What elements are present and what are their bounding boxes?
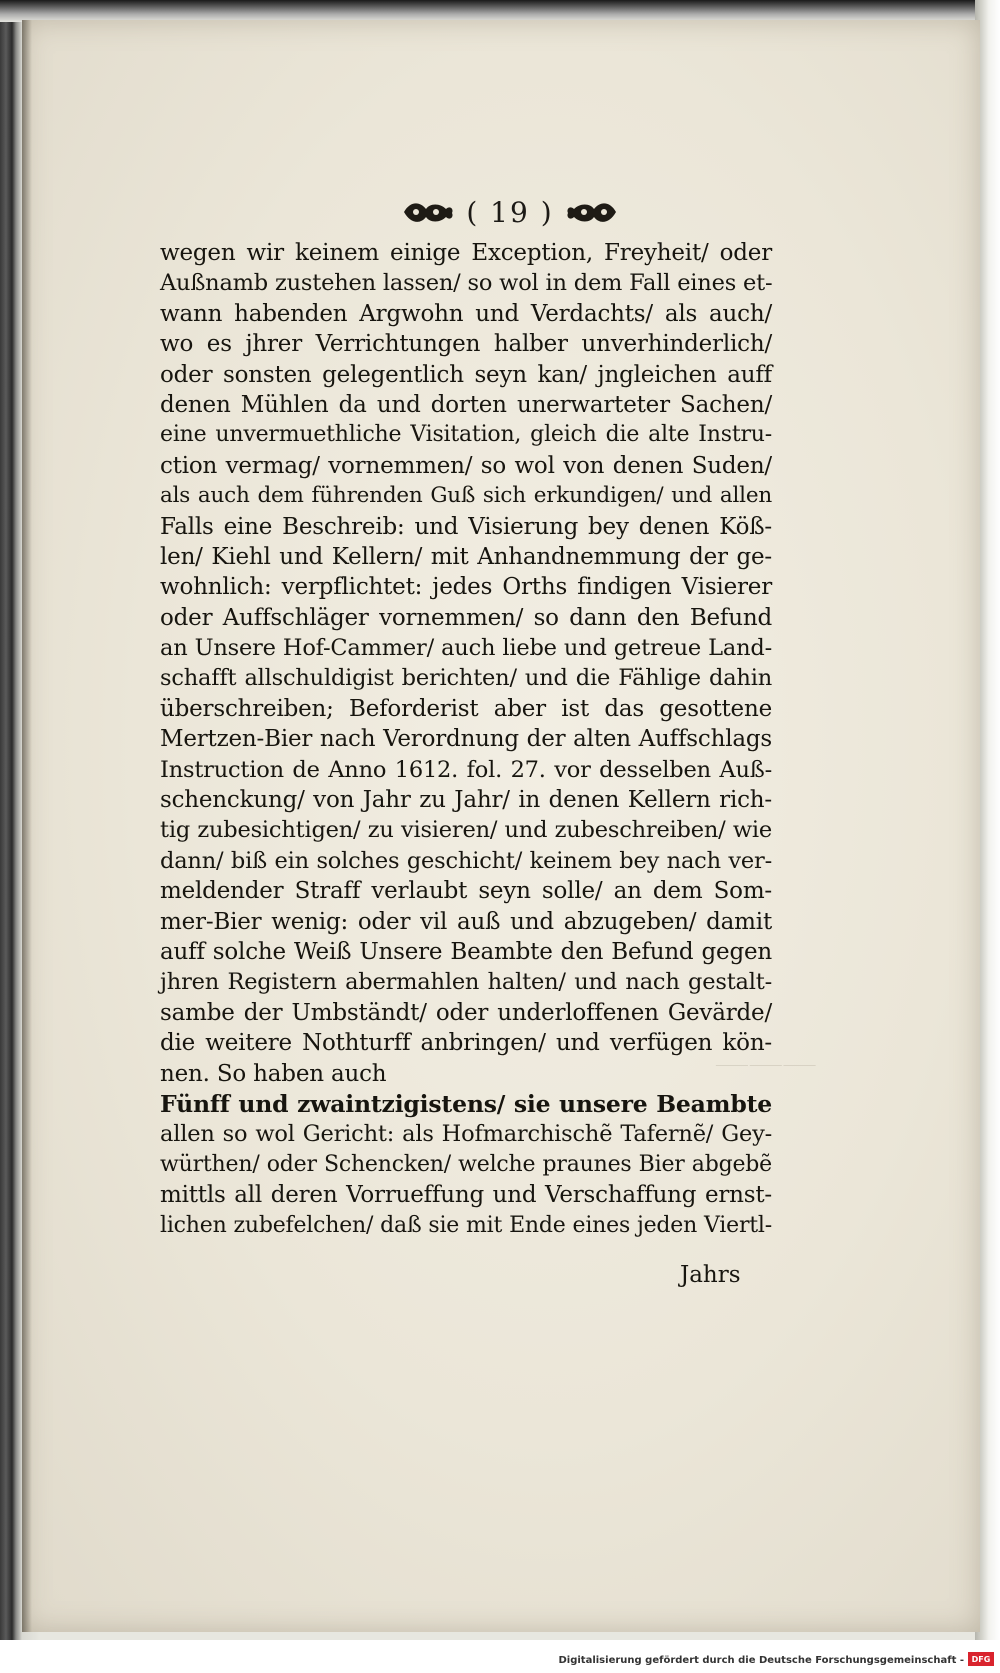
text-line: denen Mühlen da und dorten unerwarteter Sachen/	[160, 391, 772, 418]
text-line: Außnamb zustehen lassen/ so wol in dem Fall eines et-	[160, 270, 773, 297]
page-header	[350, 190, 670, 234]
text-line: tig zubesichtigen/ zu visieren/ und zubeschreiben/ wie	[160, 817, 772, 844]
text-line: wo es jhrer Verrichtungen halber unverhinderlich/	[160, 331, 772, 358]
right-ornament-icon	[564, 197, 620, 227]
text-line: ction vermag/ vornemmen/ so wol von denen Suden/	[160, 452, 772, 479]
text-line: wohnlich: verpflichtet: jedes Orths findigen Visierer	[160, 574, 772, 601]
text-line: eine unvermuethliche Visitation, gleich die alte Instru-	[160, 422, 772, 448]
scan-top-edge	[0, 0, 1000, 22]
text-line: sambe der Umbständt/ oder underloffenen Gevärde/	[160, 999, 772, 1026]
text-line: meldender Straff verlaubt seyn solle/ an dem Som-	[160, 878, 772, 905]
text-line: Mertzen-Bier nach Verordnung der alten Auffschlags	[160, 726, 772, 753]
text-line: mer-Bier wenig: oder vil auß und abzugeben/ damit	[160, 908, 772, 935]
bleed-through-text: ⸺⸺⸺	[715, 1052, 817, 1076]
text-line: mittls all deren Vorrueffung und Verschaffung ernst-	[160, 1182, 772, 1209]
dfg-logo-icon: DFG	[968, 1652, 994, 1666]
text-line: Falls eine Beschreib: und Visierung bey denen Köß-	[160, 513, 772, 540]
text-line: würthen/ oder Schencken/ welche praunes Bier abgebẽ	[160, 1151, 772, 1177]
section-heading-line: Fünff und zwaintzigistens/ sie unsere Beambte	[160, 1089, 772, 1118]
text-line: oder Auffschläger vornemmen/ so dann den Befund	[160, 604, 772, 631]
left-ornament-icon	[400, 197, 456, 227]
digitization-credit: Digitalisierung gefördert durch die Deutsche Forschungsgemeinschaft -	[558, 1655, 964, 1666]
text-line: auff solche Weiß Unsere Beambte den Befund gegen	[160, 938, 772, 965]
text-line: len/ Kiehl und Kellern/ mit Anhandnemmung der ge-	[160, 543, 772, 570]
text-line: wegen wir keinem einige Exception, Freyheit/ oder	[160, 240, 772, 266]
body-text	[160, 238, 772, 1241]
text-line: Instruction de Anno 1612. fol. 27. vor desselben Auß-	[160, 756, 772, 783]
text-line: allen so wol Gericht: als Hofmarchischẽ Tafernẽ/ Gey-	[160, 1121, 772, 1148]
text-line: jhren Registern abermahlen halten/ und nach gestalt-	[160, 969, 772, 996]
text-line: wann habenden Argwohn und Verdachts/ als auch/	[160, 300, 772, 327]
text-line: als auch dem führenden Guß sich erkundigen/ und allen	[160, 483, 772, 509]
text-line: an Unsere Hof-Cammer/ auch liebe und getreue Land-	[160, 635, 772, 662]
page-binding-shadow	[22, 20, 32, 1632]
text-line: nen. So haben auch	[160, 1060, 387, 1087]
catchword: Jahrs	[680, 1262, 741, 1288]
text-line: schafft allschuldigist berichten/ und die Fählige dahin	[160, 665, 772, 692]
text-line: die weitere Nothturff anbringen/ und verfügen kön-	[160, 1030, 772, 1057]
text-line: oder sonsten gelegentlich seyn kan/ jngleichen auff	[160, 361, 772, 388]
text-line: überschreiben; Beforderist aber ist das gesottene	[160, 695, 772, 722]
page-number: ( 19 )	[466, 195, 554, 229]
text-line: lichen zubefelchen/ daß sie mit Ende eines jeden Viertl-	[160, 1212, 772, 1238]
text-line: dann/ biß ein solches geschicht/ keinem bey nach ver-	[160, 847, 772, 874]
text-line: schenckung/ von Jahr zu Jahr/ in denen Kellern rich-	[160, 787, 772, 814]
